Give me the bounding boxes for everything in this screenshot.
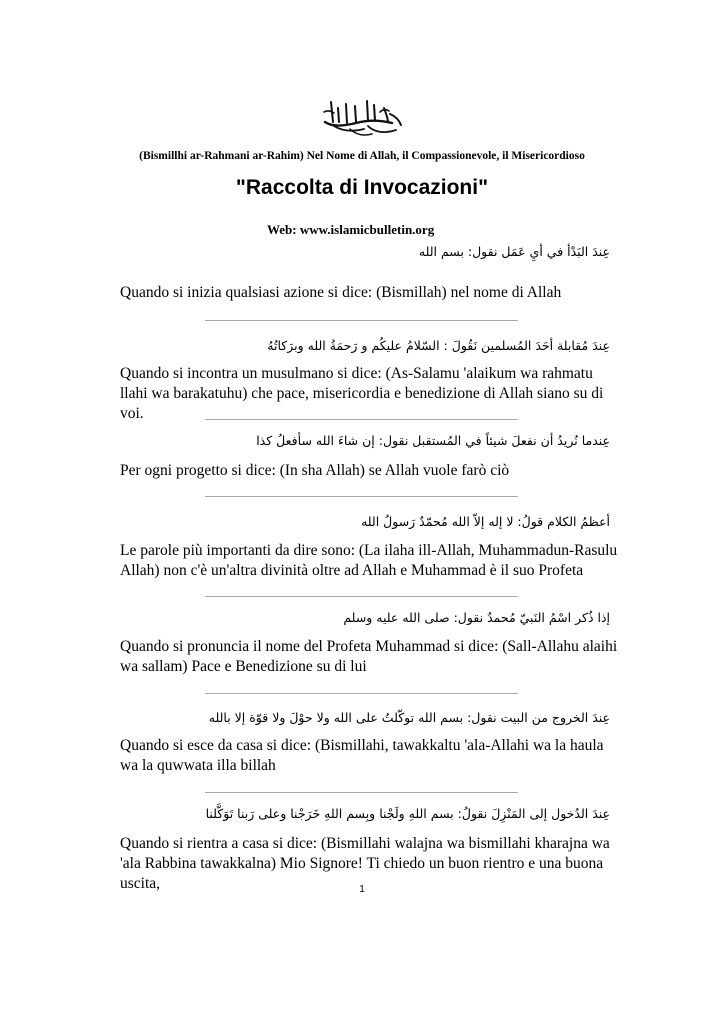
arabic-text: عِندَ الدُخول إلى المَنْزِلَ نقولُ: بسم اللهِ ولَجْنا وبِسم اللهِ خَرَجْنا وعلى رَبنا تَوَكَّلنا bbox=[205, 806, 610, 821]
page-number: 1 bbox=[359, 884, 365, 895]
separator-line bbox=[205, 496, 518, 497]
page-title: "Raccolta di Invocazioni" bbox=[235, 176, 489, 199]
italian-text: Quando si incontra un musulmano si dice: (As-Salamu 'alaikum wa rahmatu llahi wa barakatuhu) che pace, misericordia e benedizione di Allah siano su di voi. bbox=[120, 365, 604, 422]
arabic-text: إذا ذُكر اسْمُ النَبيّ مُحمدٌ نقول: صلى الله عليه وسلم bbox=[343, 610, 610, 625]
italian-text: Le parole più importanti da dire sono: (La ilaha ill-Allah, Muhammadun-Rasulu Allah) non c'è un'altra divinità oltre ad Allah e Muhammad è il suo Profeta bbox=[120, 542, 618, 579]
arabic-text: عِندَ الخروج من البيت نقول: بسم الله توكّلتُ على الله ولا حوْلَ ولا قوّة إلا بالله bbox=[208, 710, 610, 725]
arabic-text: عِندَ البَدْأ في أيِ عَمَل نقول: بسم الله bbox=[418, 244, 610, 259]
italian-text: Quando si esce da casa si dice: (Bismillahi, tawakkaltu 'ala-Allahi wa la haula wa la quwwata illa billah bbox=[120, 737, 604, 774]
separator-line bbox=[205, 596, 518, 597]
separator-line bbox=[205, 792, 518, 793]
italian-text: Per ogni progetto si dice: (In sha Allah) se Allah vuole farò ciò bbox=[120, 462, 510, 479]
separator-line bbox=[205, 320, 518, 321]
website-line: Web: www.islamicbulletin.org bbox=[267, 222, 435, 237]
arabic-text: عِندما نُريدُ أن نفعلَ شيئاً في المُستقبل نقول: إن شاءَ الله سأفعلُ كذا bbox=[256, 433, 610, 448]
italian-text: Quando si rientra a casa si dice: (Bismillahi walajna wa bismillahi kharajna wa 'ala Rabbina tawakkalna) Mio Signore! Ti chiedo un buon rientro e una buona uscita, bbox=[120, 835, 610, 892]
italian-text: Quando si pronuncia il nome del Profeta Muhammad si dice: (Sall-Allahu alaihi wa sallam) Pace e Benedizione su di lui bbox=[120, 638, 618, 675]
bismillah-calligraphy-logo bbox=[322, 96, 404, 138]
arabic-text: عِندَ مُقابلة أحَدَ المُسلمين نَقُولَ : السّلامُ عليكُم و رَحمَةُ الله وبرَكاتُهُ bbox=[267, 338, 610, 353]
page-subtitle: (Bismillhi ar-Rahmani ar-Rahim) Nel Nome di Allah, il Compassionevole, il Misericordioso bbox=[139, 150, 585, 162]
italian-text: Quando si inizia qualsiasi azione si dice: (Bismillah) nel nome di Allah bbox=[120, 284, 562, 301]
arabic-text: أعظمُ الكلام قولُ: لا إله إلاّ الله مُحمّدٌ رَسولُ الله bbox=[361, 514, 610, 529]
separator-line bbox=[205, 419, 518, 420]
separator-line bbox=[205, 693, 518, 694]
